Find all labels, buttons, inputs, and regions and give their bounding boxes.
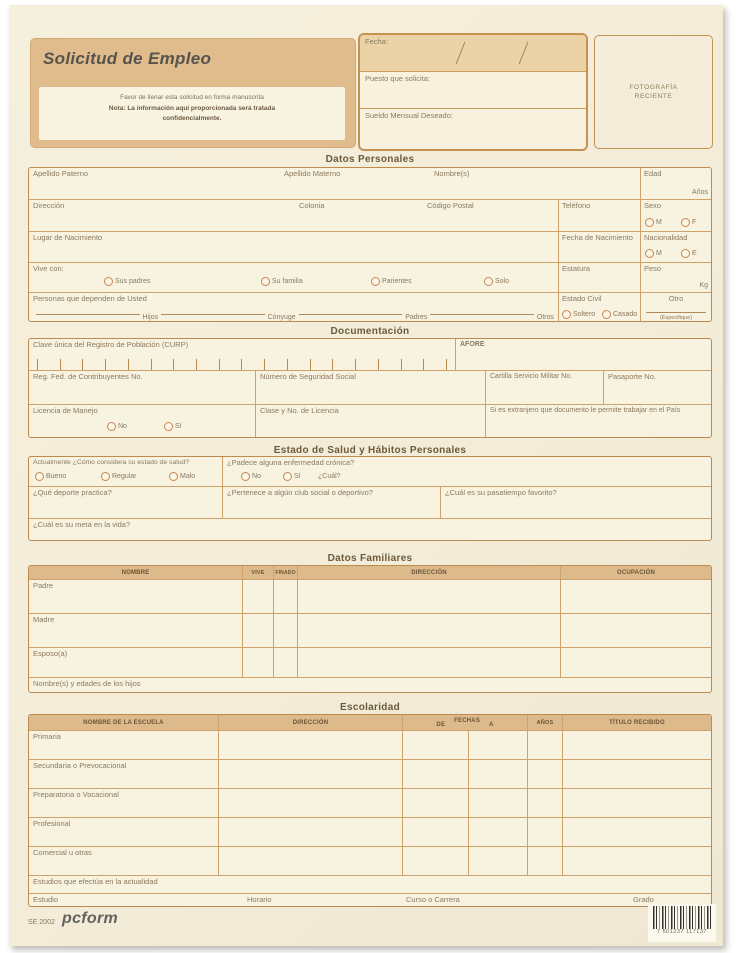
header-fields-box [358,33,588,151]
field-anios-esc[interactable] [528,818,563,846]
radio-parientes[interactable]: Parientes [371,277,412,286]
section-title-documentacion: Documentación [330,326,410,337]
fecha-nacimiento-label: Fecha de Nacimiento [562,233,633,242]
radio-nacionalidad-m[interactable]: M [645,249,662,258]
deporte-question: ¿Qué deporte practica? [33,488,112,497]
field-direccion-esc[interactable] [219,731,403,759]
radio-sexo-f[interactable]: F [681,218,696,227]
photo-box [594,35,713,149]
table-row-esposo [29,648,711,678]
field-cartilla[interactable] [486,371,604,404]
radio-sexo-m[interactable]: M [645,218,662,227]
radio-icon[interactable] [169,472,178,481]
salud-table [28,456,712,541]
radio-icon[interactable] [681,218,690,227]
peso-label: Peso [644,264,662,273]
club-question: ¿Pertenece a algún club social o deportivo? [227,488,373,497]
barcode-digits: 7 501237 117137 [657,929,707,935]
pasatiempo-question: ¿Cuál es su pasatiempo favorito? [445,488,557,497]
cual-label: ¿Cuál? [318,472,341,480]
nss-label: Número de Seguridad Social [260,372,356,381]
field-pasaporte[interactable] [604,371,711,404]
field-fecha-a[interactable] [469,789,528,817]
curp-character-cells[interactable] [37,359,447,370]
barcode [648,904,716,942]
hijos-label: Hijos [142,314,159,321]
afore-label: AFORE [460,341,485,348]
radio-icon[interactable] [371,277,380,286]
field-padre-vive[interactable] [243,580,274,613]
date-slash-icon [456,42,466,65]
field-esposo-vive[interactable] [243,648,274,677]
table-row-madre [29,614,711,648]
field-estado-salud [29,457,223,486]
field-fecha-nacimiento[interactable] [559,232,641,262]
photo-label-line2: RECIENTE [634,93,673,100]
field-estatura[interactable] [559,263,641,292]
anios-label: Años [692,188,708,196]
table-row-primaria [29,731,711,760]
radio-cronica-si[interactable]: Sí [283,472,301,481]
field-estado-civil [559,293,641,322]
licencia-label: Licencia de Manejo [33,406,98,415]
estatura-label: Estatura [562,264,590,273]
pasaporte-label: Pasaporte No. [608,372,656,381]
radio-cronica-no[interactable]: No [241,472,261,481]
field-escuela[interactable]: Comercial u otras [29,847,219,875]
telefono-label: Teléfono [562,201,591,210]
field-club[interactable] [223,487,441,518]
field-lugar-nacimiento[interactable] [29,232,559,262]
field-estado-civil-otro[interactable] [641,293,711,322]
field-direccion[interactable] [29,200,559,231]
fill-line[interactable] [299,314,403,315]
field-titulo[interactable] [563,847,711,875]
field-padre-ocupacion[interactable] [561,580,711,613]
field-escuela[interactable]: Preparatoria o Vocacional [29,789,219,817]
field-fecha-de[interactable] [403,731,469,759]
kg-label: Kg [699,281,708,289]
field-titulo[interactable] [563,818,711,846]
field-direccion-esc[interactable] [219,760,403,788]
note-line-1: Favor de llenar esta solicitud en forma manuscrita [120,94,264,101]
radio-icon[interactable] [681,249,690,258]
radio-icon[interactable] [645,218,654,227]
col-header-vive: VIVE [243,566,274,579]
estudios-actuales-label: Estudios que efectúa en la actualidad [33,877,158,886]
field-vive-con [29,263,559,292]
radio-icon[interactable] [101,472,110,481]
field-esposo-nombre[interactable]: Esposo(a) [29,648,243,677]
barcode-bars [653,906,711,929]
field-fecha-de[interactable] [403,789,469,817]
sexo-label: Sexo [644,201,662,210]
field-licencia [29,405,256,438]
field-estudios-actuales[interactable] [29,876,711,893]
field-fecha-de[interactable] [403,818,469,846]
sueldo-label: Sueldo Mensual Deseado: [365,111,453,120]
field-apellidos-nombre[interactable] [29,168,641,199]
radio-su-familia[interactable]: Su familia [261,277,303,286]
lugar-nacimiento-label: Lugar de Nacimiento [33,233,103,242]
field-enfermedad-cronica [223,457,711,486]
fecha-label: Fecha: [365,37,388,46]
field-fecha-a[interactable] [469,760,528,788]
title-box [30,38,356,148]
field-fecha-de[interactable] [403,847,469,875]
section-title-salud: Estado de Salud y Hábitos Personales [273,445,467,456]
field-nacionalidad [641,232,711,262]
curso-carrera-label: Curso o Carrera [406,895,460,904]
table-row-padre [29,580,711,614]
field-escuela[interactable]: Primaria [29,731,219,759]
instructions-panel [39,87,345,140]
especifique-label: (Especifique) [659,314,693,321]
dependientes-lines[interactable] [33,307,554,322]
field-fecha-a[interactable] [469,818,528,846]
apellido-paterno-label: Apellido Paterno [33,169,89,178]
field-padre-nombre[interactable]: Padre [29,580,243,613]
puesto-label: Puesto que solicita: [365,74,431,83]
radio-salud-malo[interactable]: Malo [169,472,195,481]
col-header-fechas: DE FECHAS A [403,715,528,730]
hijos-nombres-label: Nombre(s) y edades de los hijos [33,679,141,688]
field-edad[interactable] [641,168,711,199]
otro-label: Otro [668,294,684,303]
edad-label: Edad [644,169,662,178]
field-peso[interactable] [641,263,711,292]
radio-icon[interactable] [35,472,44,481]
field-escuela[interactable]: Secundaria o Prevocacional [29,760,219,788]
cartilla-label: Cartilla Servicio Militar No. [490,373,573,380]
section-title-datos-personales: Datos Personales [325,154,415,165]
radio-icon[interactable] [261,277,270,286]
nacionalidad-label: Nacionalidad [644,233,688,242]
field-clase-licencia[interactable] [256,405,486,438]
field-fecha-a[interactable] [469,847,528,875]
radio-icon[interactable] [104,277,113,286]
conyuge-label: Cónyuge [267,314,296,321]
field-sueldo[interactable] [360,109,586,149]
horario-label: Horario [247,895,272,904]
clase-licencia-label: Clase y No. de Licencia [260,406,339,415]
section-title-familiares: Datos Familiares [327,553,413,564]
padres-label: Padres [405,314,428,321]
table-row-preparatoria [29,789,711,818]
otros-label: Otros [536,314,555,321]
field-anios-esc[interactable] [528,731,563,759]
col-header-titulo: TÍTULO RECIBIDO [609,719,665,726]
brand-logo: pcform [62,910,119,927]
field-direccion-esc[interactable] [219,847,403,875]
radio-licencia-si[interactable]: Sí [164,422,182,431]
nombres-label: Nombre(s) [434,169,470,178]
field-madre-nombre[interactable]: Madre [29,614,243,647]
radio-icon[interactable] [484,277,493,286]
col-header-direccion-esc: DIRECCIÓN [219,715,403,730]
estado-civil-label: Estado Civil [562,294,602,303]
field-meta-vida[interactable] [29,519,711,541]
field-esposo-direccion[interactable] [298,648,561,677]
radio-salud-regular[interactable]: Regular [101,472,137,481]
section-title-escolaridad: Escolaridad [340,702,400,713]
radio-licencia-no[interactable]: No [107,422,127,431]
col-header-anios: AÑOS [528,715,563,730]
col-header-nombre: NOMBRE [29,566,243,579]
vive-con-label: Vive con: [33,264,64,273]
estado-salud-question: Actualmente ¿Cómo considera su estado de salud? [33,459,190,466]
dependientes-label: Personas que dependen de Usted [33,294,147,303]
field-titulo[interactable] [563,789,711,817]
estudio-label: Estudio [33,895,59,904]
field-direccion-esc[interactable] [219,789,403,817]
field-anios-esc[interactable] [528,789,563,817]
field-titulo[interactable] [563,760,711,788]
meta-question: ¿Cuál es su meta en la vida? [33,520,131,529]
direccion-label: Dirección [33,201,65,210]
familiares-table [28,565,712,693]
note-line-2: Nota: La información aquí proporcionada será tratada [108,105,276,112]
date-slash-icon [519,42,529,65]
field-extranjero-documento[interactable] [486,405,711,438]
field-hijos-nombres[interactable] [29,678,711,693]
codigo-postal-label: Código Postal [427,201,474,210]
radio-icon[interactable] [562,310,571,319]
field-esposo-ocupacion[interactable] [561,648,711,677]
photo-label-line1: FOTOGRAFÍA [629,84,678,91]
radio-icon[interactable] [283,472,292,481]
fill-line[interactable] [646,312,706,313]
col-header-ocupacion: OCUPACIÓN [616,569,656,576]
field-titulo[interactable] [563,731,711,759]
field-estudios-detalle[interactable] [29,894,711,907]
radio-icon[interactable] [241,472,250,481]
fill-line[interactable] [161,314,265,315]
field-pasatiempo[interactable] [441,487,711,518]
datos-personales-table [28,167,712,322]
table-row-profesional [29,818,711,847]
fill-line[interactable] [430,314,534,315]
field-puesto[interactable] [360,72,586,109]
col-header-direccion: DIRECCIÓN [298,566,561,579]
field-madre-direccion[interactable] [298,614,561,647]
extranjero-label: Si es extranjero que documento le permite trabajar en el País [490,407,681,414]
field-fecha-de[interactable] [403,760,469,788]
field-anios-esc[interactable] [528,847,563,875]
radio-icon[interactable] [602,310,611,319]
field-sexo [641,200,711,231]
radio-nacionalidad-e[interactable]: E [681,249,697,258]
escolaridad-table [28,714,712,907]
note-line-3: confidencialmente. [162,115,222,122]
field-madre-finado[interactable] [274,614,298,647]
field-dependientes [29,293,559,322]
field-fecha-a[interactable] [469,731,528,759]
table-row-secundaria [29,760,711,789]
radio-icon[interactable] [164,422,173,431]
field-afore[interactable] [456,339,711,370]
colonia-label: Colonia [299,201,325,210]
field-escuela[interactable]: Profesional [29,818,219,846]
form-title: Solicitud de Empleo [43,49,212,68]
radio-icon[interactable] [645,249,654,258]
documentacion-table [28,338,712,438]
field-madre-vive[interactable] [243,614,274,647]
col-header-finado: FINADO [274,566,298,579]
field-madre-ocupacion[interactable] [561,614,711,647]
radio-salud-bueno[interactable]: Bueno [35,472,66,481]
radio-sus-padres[interactable]: Sus padres [104,277,150,286]
field-padre-direccion[interactable] [298,580,561,613]
table-row-comercial [29,847,711,876]
fill-line[interactable] [36,314,140,315]
radio-casado[interactable]: Casado [602,310,637,319]
radio-solo[interactable]: Solo [484,277,509,286]
field-esposo-finado[interactable] [274,648,298,677]
apellido-materno-label: Apellido Materno [284,169,341,178]
field-deporte[interactable] [29,487,223,518]
grado-label: Grado [633,895,654,904]
curp-label: Clave única del Registro de Población (CURP) [33,340,189,349]
col-header-escuela: NOMBRE DE LA ESCUELA [29,715,219,730]
field-direccion-esc[interactable] [219,818,403,846]
field-padre-finado[interactable] [274,580,298,613]
field-curp[interactable] [29,339,456,370]
field-fecha[interactable] [360,35,586,72]
field-telefono[interactable] [559,200,641,231]
field-anios-esc[interactable] [528,760,563,788]
radio-icon[interactable] [107,422,116,431]
form-code: SE 2002 [28,919,55,926]
rfc-label: Reg. Fed. de Contribuyentes No. [33,372,143,381]
field-nss[interactable] [256,371,486,404]
enfermedad-question: ¿Padece alguna enfermedad crónica? [227,458,355,467]
field-rfc[interactable] [29,371,256,404]
radio-soltero[interactable]: Soltero [562,310,595,319]
